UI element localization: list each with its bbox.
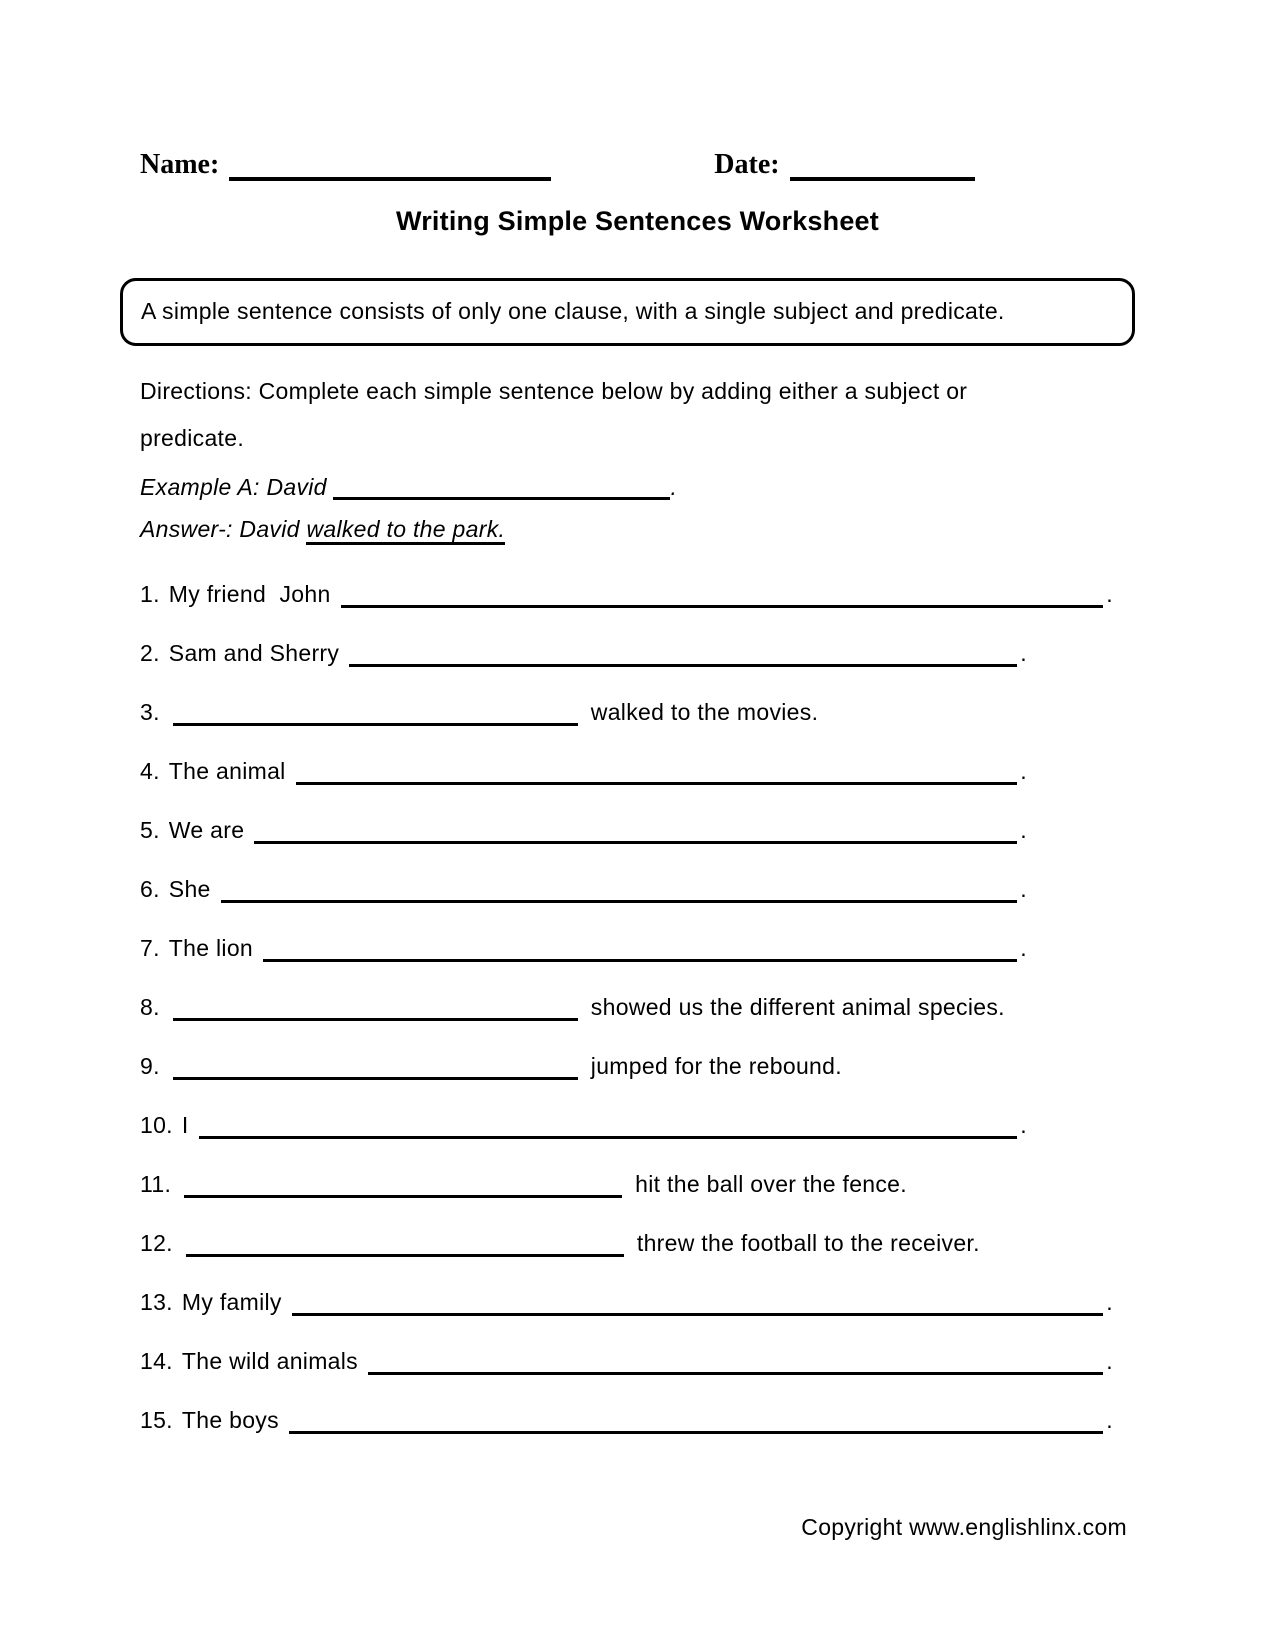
item-number: 3. (140, 699, 160, 725)
item-period: . (1020, 758, 1027, 784)
directions-text: Directions: Complete each simple sentence below by adding either a subject or predicate. (140, 378, 968, 451)
item-text: The boys (181, 1407, 279, 1433)
answer-blank-line[interactable] (184, 1169, 622, 1198)
item-text: showed us the different animal species. (590, 994, 1005, 1020)
item-period: . (1020, 1112, 1027, 1138)
item-period: . (1020, 935, 1027, 961)
item-text: The animal (168, 758, 286, 784)
item-number: 2. (140, 640, 160, 666)
item-text: The wild animals (181, 1348, 358, 1374)
item-text: We are (168, 817, 245, 843)
item-number: 1. (140, 581, 160, 607)
name-label: Name: (140, 149, 220, 180)
answer-blank-line[interactable] (254, 815, 1017, 844)
worksheet-item (140, 874, 1027, 904)
item-text: Sam and Sherry (168, 640, 340, 666)
date-blank-line[interactable] (790, 148, 975, 181)
worksheet-item (140, 697, 1135, 727)
name-field-group (140, 148, 551, 182)
item-text: threw the football to the receiver. (636, 1230, 980, 1256)
item-period: . (1020, 817, 1027, 843)
header-row (140, 148, 1135, 182)
item-number: 13. (140, 1289, 173, 1315)
item-number: 6. (140, 876, 160, 902)
item-number: 11. (140, 1171, 172, 1197)
item-period: . (1020, 640, 1027, 666)
item-period: . (1106, 1407, 1113, 1433)
example-prompt-line (140, 466, 1135, 508)
worksheet-item (140, 933, 1027, 963)
example-answer-text: Answer-: David (140, 516, 300, 542)
worksheet-item (140, 1228, 1135, 1258)
item-text: My family (181, 1289, 282, 1315)
copyright-text: Copyright www.englishlinx.com (801, 1514, 1127, 1540)
worksheet-item (140, 579, 1113, 609)
answer-blank-line[interactable] (292, 1287, 1104, 1316)
worksheet-item (140, 1405, 1113, 1435)
example-answer-line (140, 508, 1135, 550)
answer-blank-line[interactable] (173, 992, 578, 1021)
answer-blank-line[interactable] (341, 579, 1104, 608)
name-blank-line[interactable] (229, 148, 551, 181)
answer-blank-line[interactable] (368, 1346, 1103, 1375)
item-number: 15. (140, 1407, 173, 1433)
item-text: The lion (168, 935, 254, 961)
worksheet-item (140, 1051, 1135, 1081)
date-field-group (714, 148, 974, 182)
worksheet-item (140, 1169, 1135, 1199)
item-period: . (1106, 581, 1113, 607)
item-text: She (168, 876, 211, 902)
items-list (140, 579, 1135, 1435)
item-number: 4. (140, 758, 160, 784)
item-period: . (1106, 1289, 1113, 1315)
item-number: 14. (140, 1348, 173, 1374)
item-number: 9. (140, 1053, 160, 1079)
answer-blank-line[interactable] (221, 874, 1018, 903)
definition-text: A simple sentence consists of only one clause, with a single subject and predicate. (141, 298, 1005, 324)
answer-blank-line[interactable] (173, 697, 578, 726)
item-number: 5. (140, 817, 160, 843)
answer-blank-line[interactable] (289, 1405, 1103, 1434)
example-prompt-text: Example A: David (140, 474, 327, 500)
item-text: My friend John (168, 581, 331, 607)
item-period: . (1106, 1348, 1113, 1374)
worksheet-item (140, 992, 1135, 1022)
worksheet-item (140, 1346, 1113, 1376)
worksheet-item (140, 638, 1027, 668)
page-title: Writing Simple Sentences Worksheet (396, 206, 879, 236)
item-text: jumped for the rebound. (590, 1053, 842, 1079)
example-answer-underlined: walked to the park. (306, 516, 505, 545)
answer-blank-line[interactable] (186, 1228, 624, 1257)
item-text: walked to the movies. (590, 699, 819, 725)
definition-box (120, 278, 1135, 346)
item-text: I (181, 1112, 189, 1138)
worksheet-item (140, 756, 1027, 786)
item-number: 12. (140, 1230, 173, 1256)
answer-blank-line[interactable] (263, 933, 1017, 962)
item-period: . (1020, 876, 1027, 902)
example-prompt-period: . (670, 474, 678, 500)
example-blank-line[interactable] (333, 497, 670, 500)
answer-blank-line[interactable] (173, 1051, 578, 1080)
answer-blank-line[interactable] (199, 1110, 1018, 1139)
example-block (140, 466, 1135, 550)
item-number: 10. (140, 1112, 173, 1138)
worksheet-item (140, 1287, 1113, 1317)
worksheet-item (140, 815, 1027, 845)
item-number: 8. (140, 994, 160, 1020)
date-label: Date: (714, 149, 780, 180)
answer-blank-line[interactable] (349, 638, 1017, 667)
answer-blank-line[interactable] (296, 756, 1018, 785)
item-number: 7. (140, 935, 160, 961)
worksheet-item (140, 1110, 1027, 1140)
item-text: hit the ball over the fence. (635, 1171, 907, 1197)
